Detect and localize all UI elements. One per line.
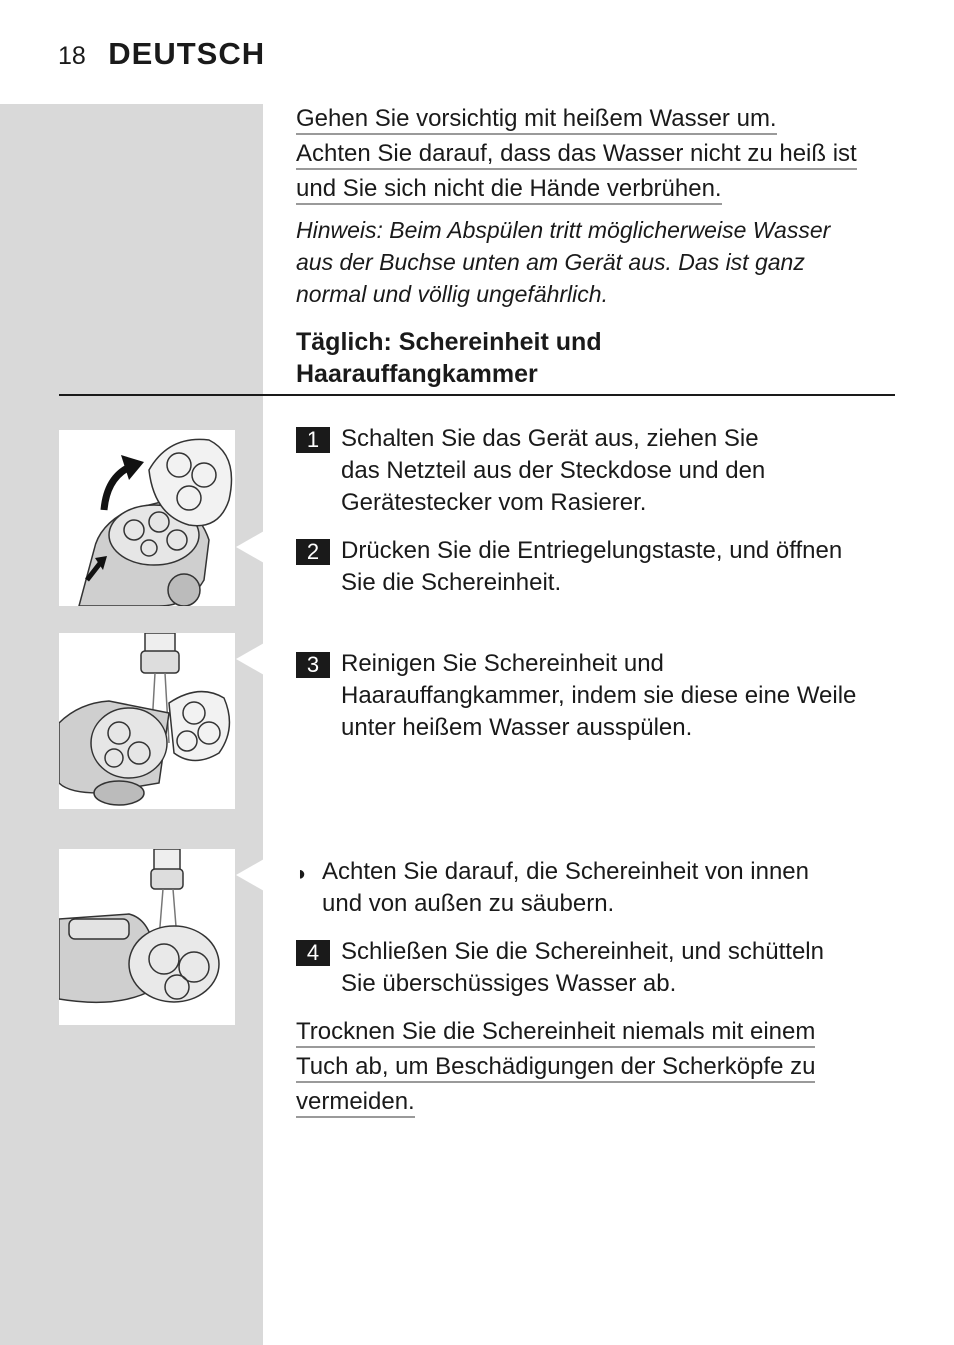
step-4 [296,936,906,1000]
page-number: 18 [58,42,86,70]
illustration-closed-unit [59,849,235,1025]
warning-line: vermeiden. [296,1087,415,1118]
step-line: Sie überschüssiges Wasser ab. [341,970,677,997]
warning-line: und Sie sich nicht die Hände verbrühen. [296,174,722,205]
shaver-open-drawing [59,430,235,606]
illustration-open-shaving-unit [59,430,235,606]
section-heading [296,326,896,390]
step-line: unter heißem Wasser ausspülen. [341,714,693,741]
step-line: Drücken Sie die Entriegelungstaste, und öffnen [341,537,843,564]
step-number: 4 [296,940,330,966]
step-3 [296,648,906,744]
section-divider [59,394,895,396]
step-line: Haarauffangkammer, indem sie diese eine Weile [341,682,857,709]
heading-line: Täglich: Schereinheit und [296,328,602,356]
step-number: 2 [296,539,330,565]
note-line: normal und völlig ungefährlich. [296,281,608,307]
step-number: 3 [296,652,330,678]
warning-line: Trocknen Sie die Schereinheit niemals mit einem [296,1017,815,1048]
bullet-line: Achten Sie darauf, die Schereinheit von innen [322,858,809,885]
warning-line: Achten Sie darauf, dass das Wasser nicht zu heiß ist [296,139,857,170]
step-line: das Netzteil aus der Steckdose und den [341,457,766,484]
hot-water-warning [296,103,906,208]
step-2 [296,535,906,599]
warning-line: Tuch ab, um Beschädigungen der Scherköpfe zu [296,1052,815,1083]
language-title: DEUTSCH [108,36,266,71]
note-line: Hinweis: Beim Abspülen tritt möglicherweise Wasser [296,217,831,243]
bullet-icon: ◗ [296,863,309,885]
step-line: Schließen Sie die Schereinheit, und schütteln [341,938,824,965]
note-line: aus der Buchse unten am Gerät aus. Das ist ganz [296,249,805,275]
rinse-note [296,214,896,310]
step-line: Reinigen Sie Schereinheit und [341,650,664,677]
bullet-line: und von außen zu säubern. [322,890,615,917]
illustration-pointer [236,643,264,675]
towel-warning [296,1016,906,1121]
rinse-drawing [59,633,235,809]
step-1 [296,423,906,519]
warning-line: Gehen Sie vorsichtig mit heißem Wasser um. [296,104,777,135]
step-number: 1 [296,427,330,453]
page-header [58,36,265,72]
step-line: Gerätestecker vom Rasierer. [341,489,647,516]
heading-line: Haarauffangkammer [296,360,538,388]
illustration-pointer [236,531,264,563]
illustration-pointer [236,859,264,891]
illustration-rinse-unit [59,633,235,809]
step-line: Sie die Schereinheit. [341,569,562,596]
bullet-clean-inside-outside [296,856,906,920]
step-line: Schalten Sie das Gerät aus, ziehen Sie [341,425,759,452]
closed-unit-drawing [59,849,235,1025]
